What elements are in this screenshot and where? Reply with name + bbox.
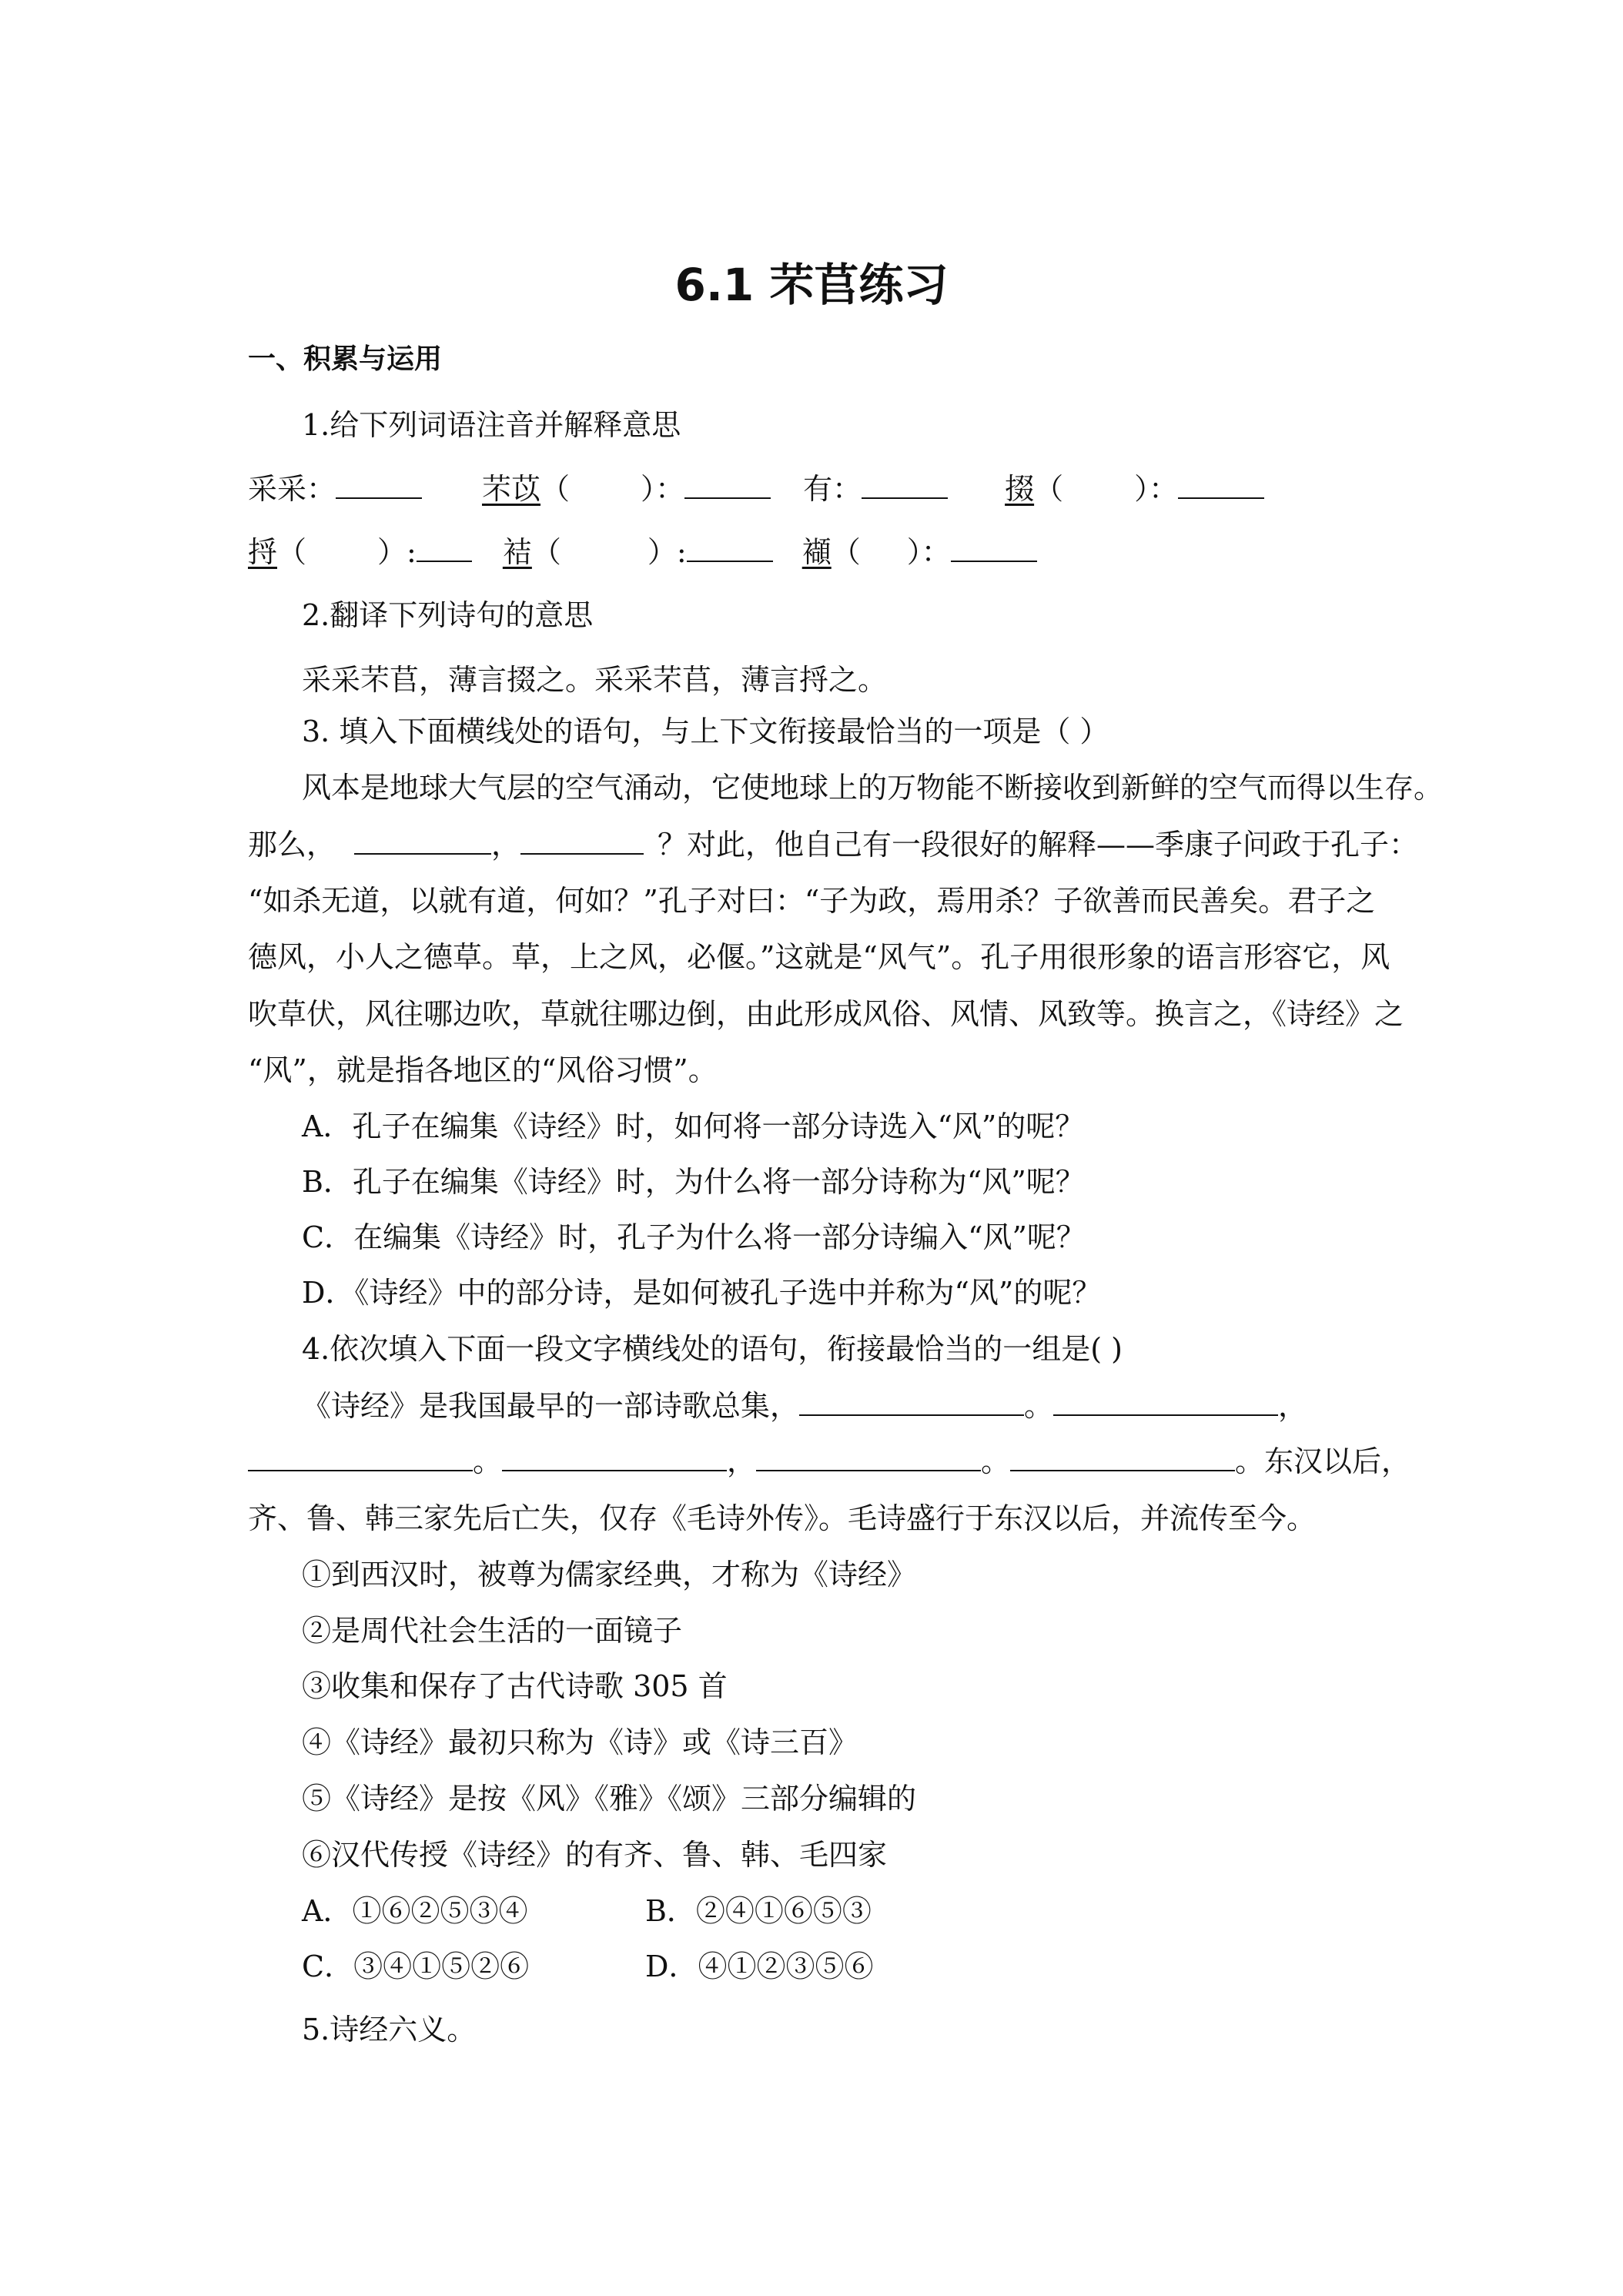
answer-blank[interactable] [1053,1388,1278,1416]
paren-close: ） [641,472,656,506]
passage-text: 。 [1024,1389,1054,1423]
question-3-option-c[interactable]: C．在编集《诗经》时，孔子为什么将一部分诗编入“风”呢？ [302,1220,1086,1254]
question-4-item: ⑤《诗经》是按《风》《雅》《颂》三部分编辑的 [302,1782,917,1816]
answer-blank[interactable] [862,471,948,499]
question-1-row-1 [248,470,1264,508]
question-3-passage-line: 德风，小人之德草。草，上之风，必偃。”这就是“风气”。孔子用很形象的语言形容它，风 [248,940,1390,974]
question-4-item: ⑥汉代传授《诗经》的有齐、鲁、韩、毛四家 [302,1838,888,1872]
answer-blank[interactable] [502,1444,727,1471]
question-4-passage-line [248,1442,1411,1481]
paren-open: （ [531,535,561,569]
question-1-prompt: 1.给下列词语注音并解释意思 [302,408,681,442]
question-4-choice-a[interactable]: A．①⑥②⑤③④ [302,1894,528,1928]
colon: : [407,535,417,569]
passage-text: ， [491,828,521,862]
section-heading: 一、积累与运用 [248,343,443,375]
colon: ： [1149,472,1179,506]
question-5-prompt: 5.诗经六义。 [302,2013,477,2047]
question-4-choice-d[interactable]: D．④①②③⑤⑥ [645,1950,874,1983]
question-3-option-a[interactable]: A．孔子在编集《诗经》时，如何将一部分诗选入“风”的呢？ [302,1110,1085,1143]
paren-open: （ [277,535,307,569]
question-3-option-b[interactable]: B．孔子在编集《诗经》时，为什么将一部分诗称为“风”呢？ [302,1165,1085,1199]
colon: ： [921,535,951,569]
answer-blank[interactable] [1178,471,1264,499]
term-you: 有： [803,472,862,506]
term-jie: 袺 [502,535,532,569]
question-4-item: ①到西汉时，被尊为儒家经典，才称为《诗经》 [302,1558,917,1591]
answer-blank[interactable] [687,534,773,562]
question-2-prompt: 2.翻译下列诗句的意思 [302,598,594,632]
term-xie: 襭 [801,535,832,569]
passage-text: ， [727,1444,757,1478]
term-duo: 掇 [1005,472,1035,506]
paren-close: ） [906,535,922,569]
passage-text: ， [1278,1389,1308,1423]
question-4-prompt: 4.依次填入下面一段文字横线处的语句，衔接最恰当的一组是( ) [302,1332,1123,1366]
question-2-poem: 采采芣苢，薄言掇之。采采芣苢，薄言捋之。 [302,663,888,697]
paren-open: （ [831,535,861,569]
question-4-passage-line: 齐、鲁、韩三家先后亡失，仅存《毛诗外传》。毛诗盛行于东汉以后，并流传至今。 [248,1501,1317,1535]
answer-blank[interactable] [336,471,422,499]
question-3-prompt: 3. 填入下面横线处的语句，与上下文衔接最恰当的一项是（ ） [302,715,1109,748]
answer-blank[interactable] [354,827,491,855]
answer-blank[interactable] [417,534,472,562]
paren-close: ） [647,535,677,569]
term-fuyi: 芣苡 [482,472,541,506]
term-caicai: 采采： [248,472,336,506]
question-3-passage-line: 风本是地球大气层的空气涌动，它使地球上的万物能不断接收到新鲜的空气而得以生存。 [302,771,1444,805]
answer-blank[interactable] [248,1444,473,1471]
question-4-item: ②是周代社会生活的一面镜子 [302,1614,683,1648]
question-3-passage-line: “风”，就是指各地区的“风俗习惯”。 [248,1053,718,1087]
question-4-passage-line [302,1387,1307,1425]
passage-text: 那么， [248,828,336,862]
page-title: 6.1 芣苢练习 [674,259,949,311]
paren-close: ） [1134,472,1149,506]
passage-text: 。东汉以后， [1235,1444,1411,1478]
answer-blank[interactable] [1010,1444,1235,1471]
question-3-passage-line: “如杀无道，以就有道，何如？”孔子对曰：“子为政，焉用杀？子欲善而民善矣。君子之 [248,884,1376,918]
colon: ： [655,472,685,506]
paren-open: （ [540,472,571,506]
question-4-choice-b[interactable]: B．②④①⑥⑤③ [645,1894,872,1928]
answer-blank[interactable] [951,534,1037,562]
question-4-choice-c[interactable]: C．③④①⑤②⑥ [302,1950,530,1983]
question-3-option-d[interactable]: D．《诗经》中的部分诗，是如何被孔子选中并称为“风”的呢？ [302,1276,1102,1310]
passage-text: 《诗经》是我国最早的一部诗歌总集， [302,1389,800,1423]
question-4-item: ④《诗经》最初只称为《诗》或《诗三百》 [302,1725,858,1759]
question-4-item: ③收集和保存了古代诗歌 305 首 [302,1669,728,1703]
answer-blank[interactable] [799,1388,1024,1416]
answer-blank[interactable] [756,1444,981,1471]
answer-blank[interactable] [520,827,644,855]
colon: : [676,535,687,569]
term-luo: 捋 [248,535,278,569]
paren-open: （ [1034,472,1064,506]
passage-text: 。 [981,1444,1011,1478]
question-1-row-2 [248,533,1037,571]
question-3-passage-line: 吹草伏，风往哪边吹，草就往哪边倒，由此形成风俗、风情、风致等。换言之，《诗经》之 [248,997,1404,1031]
passage-text: 。 [473,1444,503,1478]
passage-text: ？对此，他自己有一段很好的解释——季康子问政于孔子： [658,828,1419,862]
answer-blank[interactable] [684,471,771,499]
question-3-passage-line [248,825,1418,864]
paren-close: ） [377,535,407,569]
